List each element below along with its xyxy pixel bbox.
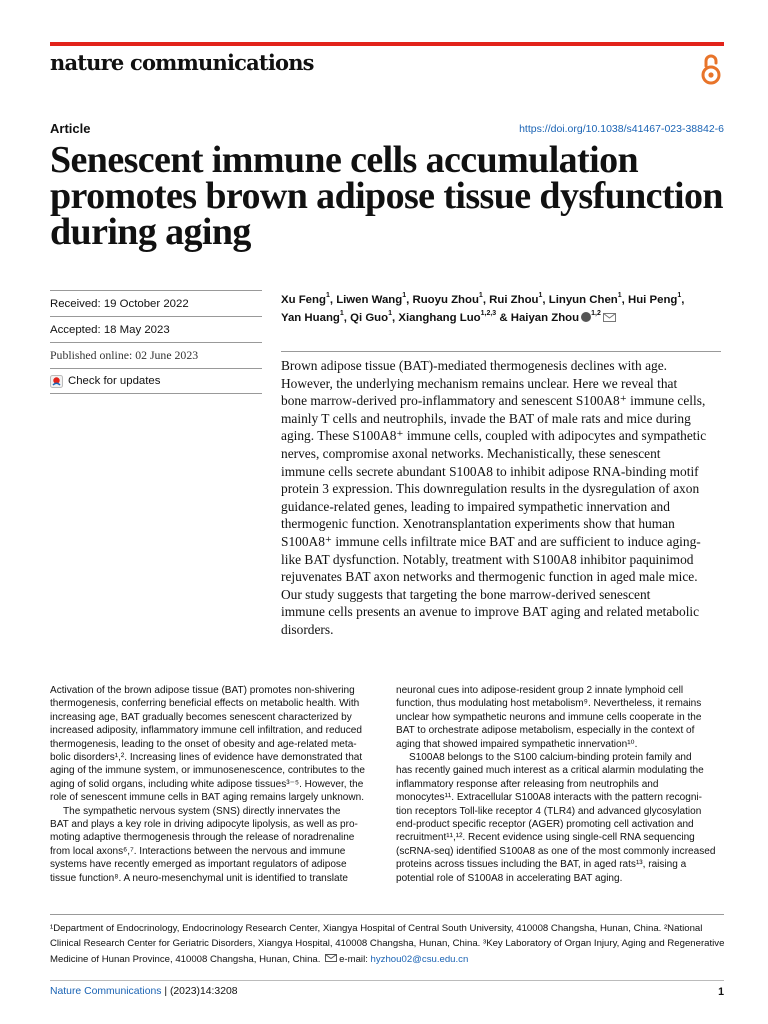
mail-icon[interactable] (603, 313, 616, 322)
abstract-line: mainly T cells and neutrophils, invade the BAT of male rats and mice during (281, 410, 691, 426)
author-name[interactable]: Rui Zhou (489, 294, 539, 306)
footer-citation-text: | (2023)14:3208 (161, 986, 238, 997)
article-meta (50, 290, 262, 394)
body-text-line: systems have recently emerged as important regulators of adipose (50, 859, 347, 871)
author-name[interactable]: Xianghang Luo (398, 311, 481, 324)
doi-link[interactable]: https://doi.org/10.1038/s41467-023-38842-6 (519, 123, 724, 135)
author-separator: , (406, 294, 413, 306)
body-text-line: end-product specific receptor (AGER) promoting cell activation and (396, 819, 694, 831)
abstract-line: thermogenic function. Xenotransplantation experiments show that human (281, 516, 675, 532)
header-accent-rule (50, 42, 724, 46)
abstract-line: rejuvenates BAT axon networks and thermogenic function in aged male mice. (281, 569, 698, 585)
body-text-line: thermogenesis, conferring beneficial effects on metabolic health. With (50, 698, 360, 710)
author-separator: & (496, 311, 511, 324)
author-separator: , (681, 294, 685, 306)
abstract-line: bone marrow-derived pro-inflammatory and senescent S100A8⁺ immune cells, (281, 393, 706, 409)
author-affiliation-marker: 1 (478, 292, 483, 299)
affiliation-line: ¹Department of Endocrinology, Endocrinology Research Center, Xiangya Hospital of Central South University, 410008 Changsha, Hunan, China. ²National (50, 923, 703, 934)
author-name[interactable]: Linyun Chen (548, 294, 618, 306)
check-for-updates-label: Check for updates (68, 375, 161, 387)
body-text-line: tion receptors Toll-like receptor 4 (TLR4) and advanced glycosylation (396, 805, 702, 817)
author-affiliation-marker: 1 (388, 309, 392, 317)
author-affiliation-marker: 1,2,3 (480, 309, 497, 317)
body-column-right (396, 684, 730, 885)
title-line: Senescent immune cells accumulation (50, 139, 639, 181)
body-text-line: proteins across tissues including the BAT, in aged rats¹³, raising a (396, 859, 687, 871)
abstract-rule (281, 351, 721, 352)
abstract-line: disorders. (281, 621, 334, 637)
title-line: during aging (50, 211, 251, 253)
body-text-line: thermogenesis, leading to the onset of obesity and age-related meta- (50, 738, 357, 750)
abstract-line: protein 3 expression. This downregulation results in the dysregulation of axon (281, 481, 700, 497)
affiliations-rule (50, 914, 724, 915)
abstract-line: immune cells secrete abundant S100A8 to inhibit adipose RNA-binding motif (281, 463, 699, 479)
body-text-line: inflammatory response after releasing from neutrophils and (396, 778, 659, 790)
open-access-icon (698, 52, 724, 86)
abstract-line: immune cells presents an avenue to improve BAT aging and related metabolic (281, 604, 700, 620)
affiliation-line: Clinical Research Center for Geriatric Disorders, Xiangya Hospital, 410008 Changsha, Hunan, China. ³Key Laboratory of Organ Injury, Aging and Regenerative (50, 938, 725, 950)
body-text-line: neuronal cues into adipose-resident group 2 innate lymphoid cell (396, 685, 684, 696)
author-separator: , (392, 311, 399, 324)
abstract-line: However, the underlying mechanism remains unclear. Here we reveal that (281, 375, 678, 391)
journal-name[interactable]: nature communications (50, 50, 314, 75)
email-label: e-mail: (339, 953, 368, 965)
abstract-line: S100A8⁺ immune cells infiltrate mice BAT and are sufficient to induce aging- (281, 533, 701, 549)
body-text-line: potential role of S100A8 in accelerating BAT aging. (396, 872, 623, 884)
body-text-line: has recently gained much interest as a critical alarmin modulating the (396, 765, 704, 777)
body-text-line: BAT and plays a key role in driving adipocyte lipolysis, as well as pro- (50, 819, 358, 831)
page-number: 1 (718, 986, 724, 998)
author-name[interactable]: Yan Huang (281, 311, 340, 324)
body-text-line: role of senescent immune cells in BAT aging remains largely unknown. (50, 792, 365, 804)
footer-citation (50, 986, 238, 997)
author-affiliation-marker: 1 (677, 292, 682, 299)
abstract-line: like BAT dysfunction. Notably, treatment with S100A8 inhibitor paquinimod (281, 551, 694, 567)
body-text-line: from local axons⁶,⁷. Interactions between the nervous and immune (50, 845, 346, 857)
body-text-line: aging of solid organs, including white adipose tissues³⁻⁵. However, the (50, 778, 364, 790)
body-text-line: The sympathetic nervous system (SNS) directly innervates the (63, 805, 341, 817)
orcid-icon[interactable] (581, 312, 591, 322)
author-separator: , (329, 294, 337, 306)
footer-rule (50, 980, 724, 981)
body-text-line: increased adiposity, inflammatory immune cell infiltration, and reduced (50, 725, 362, 737)
author-list (281, 292, 721, 327)
body-text-line: aging that showed impaired sympathetic innervation¹⁰. (396, 738, 638, 750)
body-text-line: unclear how sympathetic neurons and immune cells cooperate in the (396, 711, 702, 723)
author-name[interactable]: Liwen Wang (336, 294, 403, 306)
author-separator: , (482, 294, 490, 306)
author-name[interactable]: Xu Feng (281, 294, 326, 306)
title-line: promotes brown adipose tissue dysfunction (50, 175, 723, 217)
author-affiliation-marker: 1,2 (591, 309, 601, 317)
abstract (281, 357, 726, 639)
abstract-line: nerves, compromise axonal networks. Mechanistically, these senescent (281, 445, 661, 461)
abstract-line: aging. These S100A8⁺ immune cells, coupled with adipocytes and sympathetic (281, 428, 707, 444)
author-separator: , (542, 294, 549, 306)
accepted-date: Accepted: 18 May 2023 (50, 316, 262, 342)
received-date: Received: 19 October 2022 (50, 290, 262, 316)
author-affiliation-marker: 1 (402, 292, 407, 299)
body-text-line: bolic disorders¹,². Increasing lines of evidence have demonstrated that (50, 752, 363, 764)
author-separator: , (621, 294, 628, 306)
body-text-line: increasing age, BAT gradually becomes senescent characterized by (50, 711, 352, 723)
article-type-label: Article (50, 121, 91, 136)
abstract-line: Our study suggests that targeting the bone marrow-derived senescent (281, 586, 651, 602)
article-title (50, 139, 740, 253)
author-affiliation-marker: 1 (538, 292, 543, 299)
body-text-line: monocytes¹¹. Extracellular S100A8 interacts with the pattern recogni- (396, 792, 703, 804)
affiliation-text: Medicine of Hunan Province, 410008 Changsha, Hunan, China. (50, 953, 321, 965)
body-text-line: BAT to orchestrate adipose metabolism, especially in the context of (396, 725, 695, 737)
body-text-line: S100A8 belongs to the S100 calcium-binding protein family and (409, 752, 692, 764)
author-name[interactable]: Qi Guo (350, 311, 389, 324)
abstract-line: Brown adipose tissue (BAT)-mediated thermogenesis declines with age. (281, 358, 667, 373)
check-for-updates-button[interactable] (50, 368, 262, 394)
author-name[interactable]: Haiyan Zhou (510, 311, 580, 324)
body-text-line: aging of the immune system, or immunosenescence, contributes to the (50, 765, 365, 777)
author-affiliation-marker: 1 (617, 292, 622, 299)
body-text-line: tissue function⁸. A neuro-mesenchymal unit is identified to translate (50, 872, 348, 884)
published-date: Published online: 02 June 2023 (50, 342, 262, 368)
body-text-line: moting adaptive thermogenesis through the release of noradrenaline (50, 832, 355, 844)
envelope-icon (325, 954, 337, 962)
abstract-line: guidance-related genes, leading to impaired sympathetic innervation and (281, 498, 670, 514)
author-separator: , (343, 311, 351, 324)
footer-journal-link[interactable]: Nature Communications (50, 986, 162, 997)
affiliations (50, 921, 730, 967)
author-name[interactable]: Ruoyu Zhou (412, 294, 479, 306)
author-name[interactable]: Hui Peng (628, 294, 678, 306)
author-affiliation-marker: 1 (339, 309, 344, 317)
body-text-line: (scRNA-seq) identified S100A8 as one of the most commonly increased (396, 845, 716, 857)
body-text-line: recruitment¹¹,¹². Recent evidence using single-cell RNA sequencing (396, 832, 695, 844)
corresponding-email-link[interactable]: hyzhou02@csu.edu.cn (370, 953, 469, 965)
check-for-updates-icon (50, 375, 63, 388)
affiliation-line (50, 952, 730, 967)
body-text-line: Activation of the brown adipose tissue (BAT) promotes non-shivering (50, 685, 355, 696)
body-text-line: function, thus modulating host metabolism⁹. Nevertheless, it remains (396, 698, 702, 710)
author-affiliation-marker: 1 (325, 292, 330, 299)
body-column-left (50, 684, 384, 885)
